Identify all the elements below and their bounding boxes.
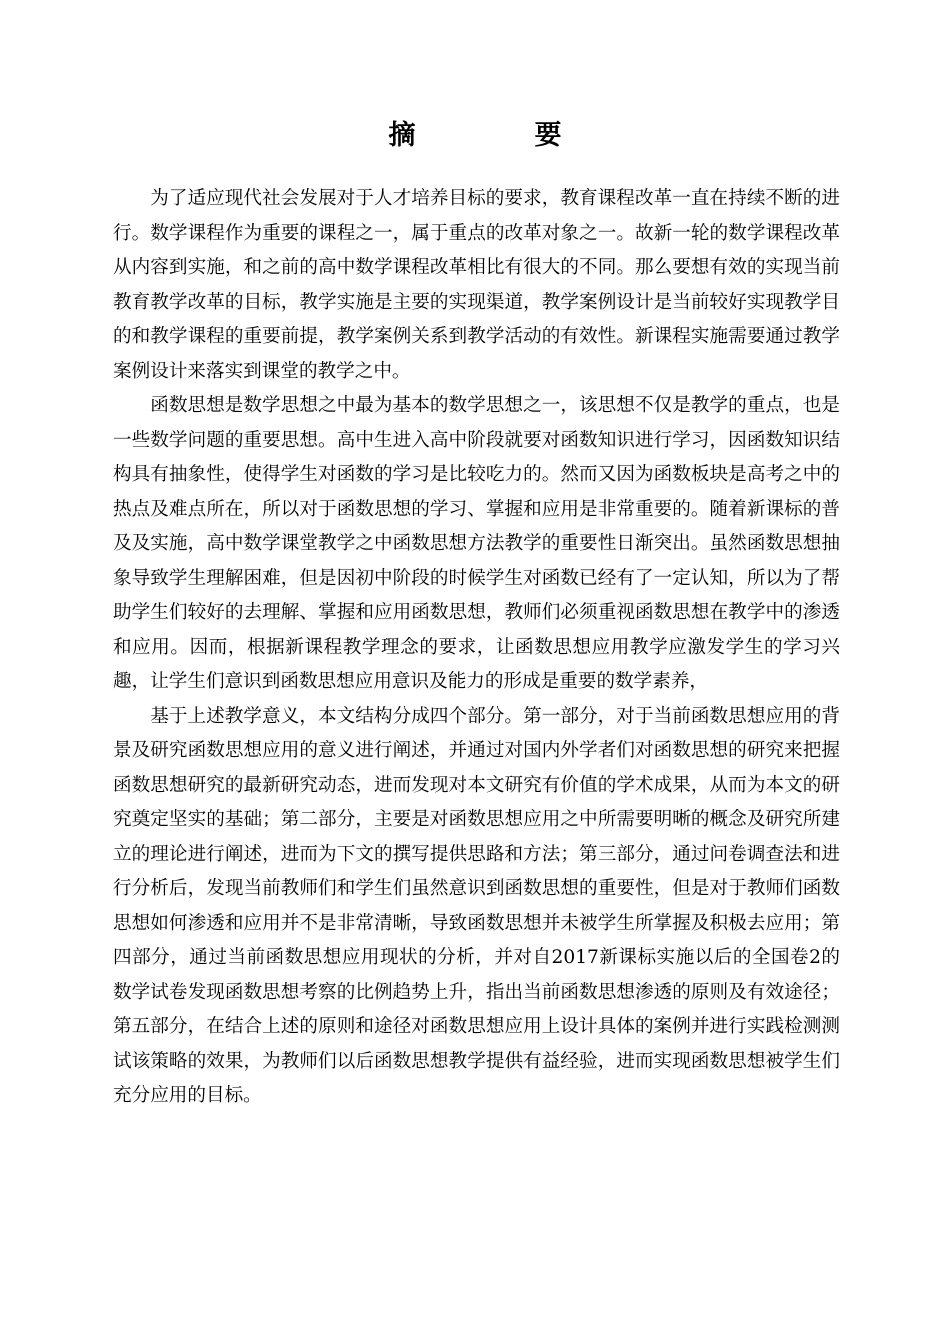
abstract-paragraph-3: 基于上述教学意义，本文结构分成四个部分。第一部分，对于当前函数思想应用的背景及研究函数思想应用的意义进行阐述，并通过对国内外学者们对函数思想的研究来把握函数思想研究的最新研究动态，进而发现对本文研究有价值的学术成果，从而为本文的研究奠定坚实的基础；第二部分，主要是对函数思想应用之中所需要明晰的概念及研究所建立的理论进行阐述，进而为下文的撰写提供思路和方法；第三部分，通过问卷调查法和进行分析后，发现当前教师们和学生们虽然意识到函数思想的重要性，但是对于教师们函数思想如何渗透和应用并不是非常清晰，导致函数思想并未被学生所掌握及积极去应用；第四部分，通过当前函数思想应用现状的分析，并对自2017新课标实施以后的全国卷2的数学试卷发现函数思想考察的比例趋势上升，指出当前函数思想渗透的原则及有效途径；第五部分，在结合上述的原则和途径对函数思想应用上设计具体的案例并进行实践检测测试该策略的效果，为教师们以后函数思想教学提供有益经验，进而实现函数思想被学生们充分应用的目标。	[113, 705, 840, 1106]
abstract-paragraph-2: 函数思想是数学思想之中最为基本的数学思想之一，该思想不仅是教学的重点，也是一些数学问题的重要思想。高中生进入高中阶段就要对函数知识进行学习，因函数知识结构具有抽象性，使得学生对函数的学习是比较吃力的。然而又因为函数板块是高考之中的热点及难点所在，所以对于函数思想的学习、掌握和应用是非常重要的。随着新课标的普及及实施，高中数学课堂教学之中函数思想方法教学的重要性日渐突出。虽然函数思想抽象导致学生理解困难，但是因初中阶段的时候学生对函数已经有了一定认知，所以为了帮助学生们较好的去理解、掌握和应用函数思想，教师们必须重视函数思想在教学中的渗透和应用。因而，根据新课程教学理念的要求，让函数思想应用教学应激发学生的学习兴趣，让学生们意识到函数思想应用意识及能力的形成是重要的数学素养，	[113, 395, 840, 692]
abstract-paragraph-1: 为了适应现代社会发展对于人才培养目标的要求，教育课程改革一直在持续不断的进行。数学课程作为重要的课程之一，属于重点的改革对象之一。故新一轮的数学课程改革从内容到实施，和之前的高中数学课程改革相比有很大的不同。那么要想有效的实现当前教育教学改革的目标，教学实施是主要的实现渠道，教学案例设计是当前较好实现教学目的和教学课程的重要前提，教学案例关系到教学活动的有效性。新课程实施需要通过教学案例设计来落实到课堂的教学之中。	[113, 188, 840, 382]
abstract-title: 摘 要	[388, 120, 608, 152]
abstract-body	[113, 182, 840, 1114]
